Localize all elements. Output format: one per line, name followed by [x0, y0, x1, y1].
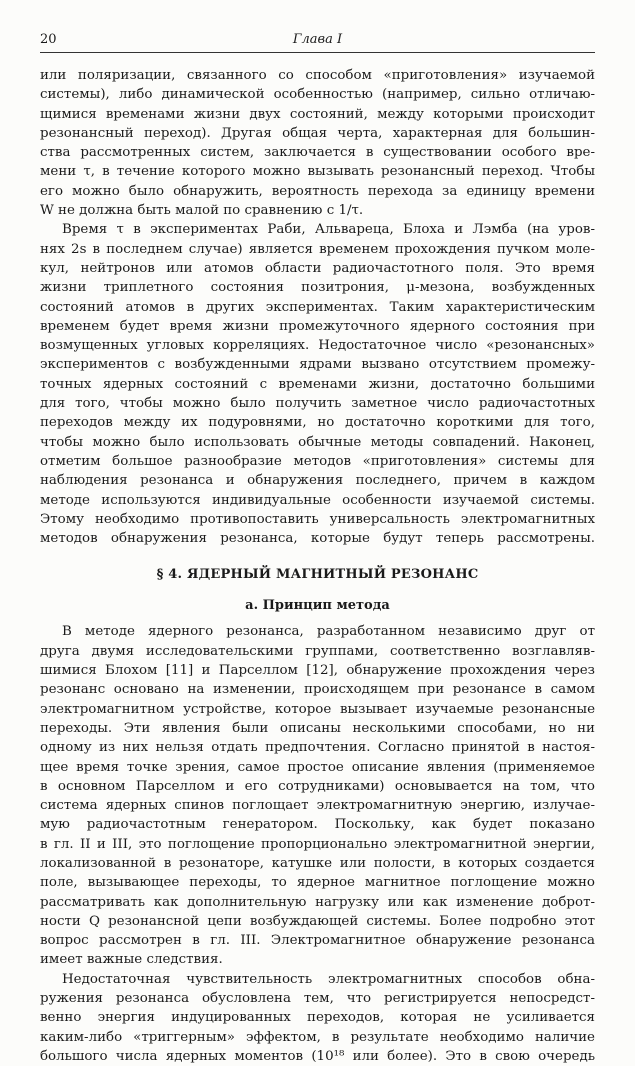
text-line: шимися Блохом [11] и Парселлом [12], обнаружение прохождения через [40, 663, 595, 679]
text-line: методов обнаружения резонанса, которые будут теперь рассмотрены. [40, 531, 595, 547]
text-line: рассматривать как дополнительную нагрузку или как изменение добрoт- [40, 894, 595, 910]
text-line: переходов между их подуровнями, но достаточно короткими для того, [40, 415, 595, 431]
subsection-heading: а. Принцип метода [245, 598, 390, 614]
text-line: чтобы можно было использовать обычные методы совпадений. Наконец, [40, 434, 595, 450]
paragraph-4 [40, 970, 595, 1066]
text-line: ружения резонанса обусловлена тем, что регистрируется непосредст- [40, 991, 595, 1007]
text-line: его можно было обнаружить, вероятность перехода за единицу времени [40, 183, 595, 199]
text-line: венно энергия индуцированных переходов, которая не усиливается [40, 1010, 595, 1026]
text-line: имеет важные следствия. [40, 952, 223, 968]
text-line: Недостаточная чувствительность электромагнитных способов обна- [62, 971, 595, 987]
running-title: Глава I [292, 32, 343, 47]
text-line: друга двумя исследовательскими группами, соответственно возглавляв- [40, 643, 595, 659]
text-line: система ядерных спинов поглощает электромагнитную энергию, излучае- [40, 798, 595, 814]
text-line: нях 2s в последнем случае) является временем прохождения пучком моле- [40, 241, 595, 257]
paragraph-1 [40, 66, 595, 220]
text-line: резонансный переход). Другая общая черта, характерная для большин- [40, 125, 595, 141]
section-heading: § 4. ЯДЕРНЫЙ МАГНИТНЫЙ РЕЗОНАНС [156, 567, 479, 583]
text-line: или поляризации, связанного со способом «приготовления» изучаемой [40, 68, 595, 83]
text-line: мени τ, в течение которого можно вызывать резонансный переход. Чтобы [40, 164, 595, 180]
text-line: мую радиочастотным генератором. Поскольку, как будет показано [40, 817, 595, 833]
text-line: системы), либо динамической особенностью (например, сильно отличаю- [40, 87, 595, 103]
text-line: ства рассмотренных систем, заключается в существовании особого вре- [40, 145, 595, 161]
text-line: щимися временами жизни двух состояний, между которыми происходит [40, 106, 595, 122]
text-line: точных ядерных состояний с временами жизни, достаточно большими [40, 376, 595, 392]
text-line: экспериментов с возбужденными ядрами вызвано отсутствием промежу- [40, 357, 595, 373]
text-line: локализованной в резонаторе, катушке или полости, в которых создается [40, 855, 595, 871]
text-line: каким-либо «триггерным» эффектом, в результате необходимо наличие [40, 1029, 595, 1045]
text-line: ности Q резонансной цепи возбуждающей системы. Более подробно этот [40, 913, 595, 929]
page-number: 20 [40, 32, 57, 47]
text-line: для того, чтобы можно было получить заметное число радиочастотных [40, 396, 595, 412]
text-line: кул, нейтронов или атомов области радиочастотного поля. Это время [40, 260, 595, 276]
text-line: Этому необходимо противопоставить универсальность электромагнитных [40, 511, 595, 527]
text-line: большого числа ядерных моментов (10¹⁸ или более). Это в свою очередь [40, 1048, 595, 1064]
text-line: W не должна быть малой по сравнению с 1/τ. [40, 203, 364, 219]
text-line: переходы. Эти явления были описаны несколькими способами, но ни [40, 720, 595, 736]
text-line: жизни триплетного состояния позитрония, μ-мезона, возбужденных [40, 280, 595, 296]
text-line: поле, вызывающее переходы, то ядерное магнитное поглощение можно [40, 875, 595, 891]
paragraph-2 [40, 220, 595, 548]
paragraph-3 [40, 622, 595, 969]
text-line: вопрос рассмотрен в гл. III. Электромагнитное обнаружение резонанса [40, 933, 595, 949]
text-line: в основном Парселлом и его сотрудниками) основывается на том, что [40, 778, 595, 794]
text-line: одному из них нельзя отдать предпочтения. Согласно принятой в настоя- [40, 740, 595, 756]
text-line: В методе ядерного резонанса, разработанном независимо друг от [62, 624, 595, 640]
text-line: временем будет время жизни промежуточного ядерного состояния при [40, 318, 595, 334]
text-line: методе используются индивидуальные особенности изучаемой системы. [40, 492, 595, 508]
page-header [40, 32, 595, 53]
text-line: резонанс основано на изменении, происходящем при резонансе в самом [40, 682, 595, 698]
text-line: в гл. II и III, это поглощение пропорционально электромагнитной энергии, [40, 836, 595, 852]
text-line: щее время точке зрения, самое простое описание явления (применяемое [40, 759, 595, 775]
text-line: электромагнитном устройстве, которое вызывает изучаемые резонансные [40, 701, 595, 717]
text-line: отметим большое разнообразие методов «приготовления» системы для [40, 453, 595, 469]
text-line: состояний атомов в других экспериментах. Таким характеристическим [40, 299, 595, 315]
text-line: возмущенных угловых корреляциях. Недостаточное число «резонансных» [40, 338, 595, 354]
page-body [40, 66, 595, 1066]
text-line: наблюдения резонанса и обнаружения последнего, причем в каждом [40, 473, 595, 489]
text-line: Время τ в экспериментах Раби, Альвареца, Блоха и Лэмба (на уров- [62, 222, 595, 238]
